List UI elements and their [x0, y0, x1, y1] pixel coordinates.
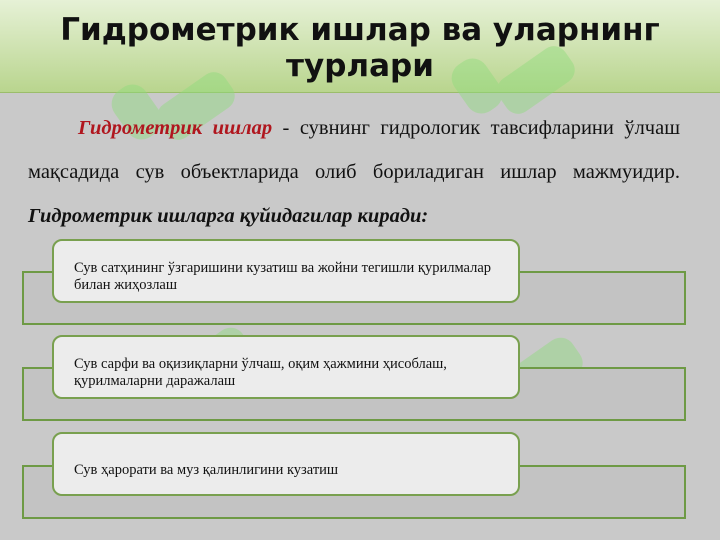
list-item	[52, 432, 520, 496]
intro-paragraph	[28, 106, 680, 238]
list-item-text: Сув сатҳининг ўзгаришини кузатиш ва жойни тегишли қурилмалар билан жиҳозлаш	[74, 260, 492, 293]
list-item-text: Сув ҳарорати ва муз қалинлигини кузатиш	[74, 461, 339, 478]
term-highlight: Гидрометрик ишлар	[78, 117, 273, 139]
slide-title: Гидрометрик ишлар ва уларнинг турлари	[60, 12, 660, 84]
list-item-text: Сув сарфи ва оқизиқларни ўлчаш, оқим ҳажмини ҳисоблаш, қурилмаларни даражалаш	[74, 356, 447, 389]
emphasis-text: Гидрометрик ишларга қуйидагилар киради:	[28, 205, 429, 227]
list-item	[52, 239, 520, 303]
definition-text: - сувнинг гидрологик тавсифларини ўлчаш мақсадида сув объектларида олиб бориладиган ишлар мажмуидир.	[28, 117, 680, 183]
list-item	[52, 335, 520, 399]
